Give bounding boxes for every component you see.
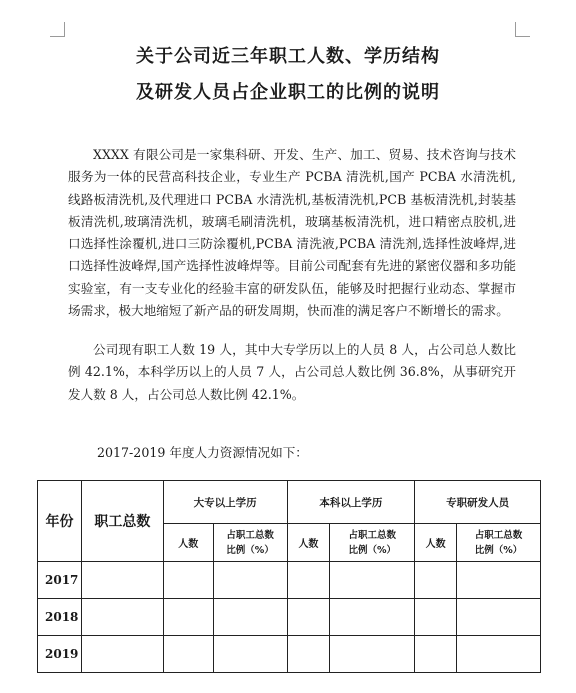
table-cell xyxy=(213,636,287,673)
header-college-count: 人数 xyxy=(163,524,213,562)
header-college-ratio xyxy=(213,524,287,562)
row-year-cell: 2018 xyxy=(38,599,82,636)
header-bachelor-count: 人数 xyxy=(287,524,330,562)
table-cell xyxy=(415,562,457,599)
ratio-label-line-2: 比例（%） xyxy=(474,544,523,556)
table-cell xyxy=(330,599,415,636)
table-cell xyxy=(163,636,213,673)
table-cell xyxy=(163,599,213,636)
row-year-cell: 2017 xyxy=(38,562,82,599)
ratio-label-line-1: 占职工总数 xyxy=(226,529,274,541)
crop-mark-top-right xyxy=(515,22,530,37)
table-row xyxy=(38,599,541,636)
row-year-cell: 2019 xyxy=(38,636,82,673)
crop-mark-top-left xyxy=(50,22,65,37)
table-cell xyxy=(330,562,415,599)
ratio-label-line-1: 占职工总数 xyxy=(348,529,397,541)
table-cell xyxy=(287,636,330,673)
table-cell xyxy=(81,562,163,599)
table-cell xyxy=(81,599,163,636)
header-rnd-ratio xyxy=(457,524,541,562)
table-caption: 2017-2019 年度人力资源情况如下： xyxy=(97,445,308,460)
ratio-label-line-2: 比例（%） xyxy=(348,544,397,556)
table-cell xyxy=(457,562,541,599)
table-cell xyxy=(330,636,415,673)
table-cell xyxy=(415,599,457,636)
table-row xyxy=(38,636,541,673)
ratio-label-line-2: 比例（%） xyxy=(226,544,274,556)
document-title-line-1: 关于公司近三年职工人数、学历结构 xyxy=(136,46,440,67)
table-cell xyxy=(457,599,541,636)
header-college-group: 大专以上学历 xyxy=(163,481,287,524)
table-cell xyxy=(213,562,287,599)
document-title-line-2: 及研发人员占企业职工的比例的说明 xyxy=(136,82,440,103)
table-cell xyxy=(213,599,287,636)
header-total-staff: 职工总数 xyxy=(81,481,163,562)
hr-statistics-table xyxy=(37,480,541,673)
company-intro-paragraph: XXXX 有限公司是一家集科研、开发、生产、加工、贸易、技术咨询与技术服务为一体的民营高科技企业，专业生产 PCBA 清洗机,国产 PCBA 水清洗机,线路板清洗机,及代理进口 PCBA 水清洗机,基板清洗机,PCB 基板清洗机,封装基板清洗机,玻璃清洗机，玻璃毛刷清洗机，玻璃基板清洗机，进口精密点胶机,进口选择性涂覆机,进口三防涂覆机,PCBA 清洗液,PCBA 清洗剂,选择性波峰焊,进口选择性波峰焊,国产选择性波峰焊等。目前公司配套有先进的紧密仪器和多功能实验室，有一支专业化的经验丰富的研发队伍，能够及时把握行业动态、掌握市场需求，极大地缩短了新产品的研发周期，快而准的满足客户不断增长的需求。 xyxy=(68,147,516,319)
table-cell xyxy=(81,636,163,673)
header-year: 年份 xyxy=(38,481,82,562)
header-bachelor-ratio xyxy=(330,524,415,562)
header-rnd-group: 专职研发人员 xyxy=(415,481,541,524)
table-cell xyxy=(163,562,213,599)
table-cell xyxy=(287,562,330,599)
ratio-label-line-1: 占职工总数 xyxy=(474,529,523,541)
header-bachelor-group: 本科以上学历 xyxy=(287,481,415,524)
table-row xyxy=(38,562,541,599)
table-cell xyxy=(415,636,457,673)
table-cell xyxy=(457,636,541,673)
header-rnd-count: 人数 xyxy=(415,524,457,562)
staff-summary-paragraph: 公司现有职工人数 19 人，其中大专学历以上的人员 8 人，占公司总人数比例 42.1%，本科学历以上的人员 7 人，占公司总人数比例 36.8%，从事研究开发人数 8 人，占公司总人数比例 42.1%。 xyxy=(68,342,516,402)
table-cell xyxy=(287,599,330,636)
